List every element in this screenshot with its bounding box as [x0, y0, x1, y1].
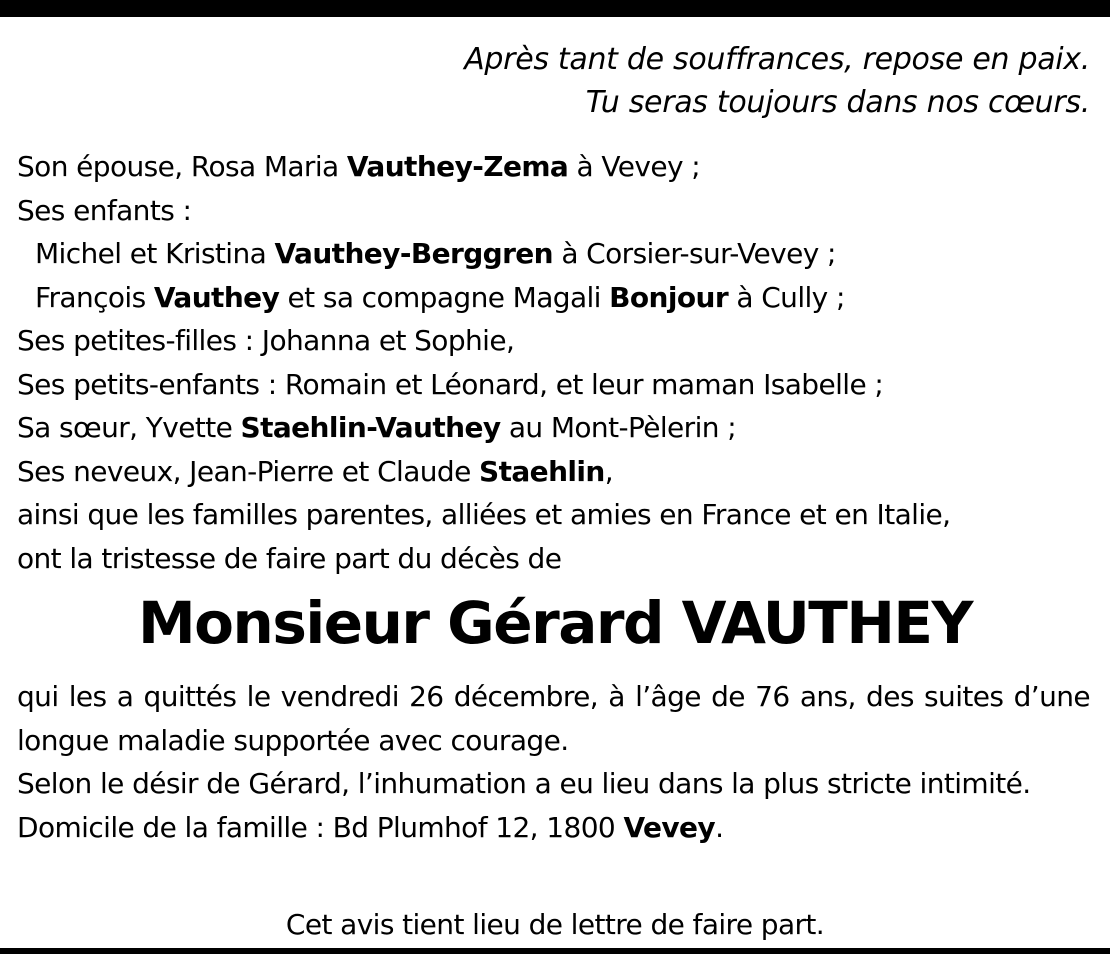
domicile-line	[17, 806, 1090, 850]
child-2-line	[17, 276, 1097, 320]
epigraph-line-2: Tu seras toujours dans nos cœurs.	[585, 85, 1090, 120]
epigraph	[464, 38, 1090, 124]
child-1-name: Vauthey-Berggren	[274, 237, 554, 270]
nephews-name: Staehlin	[479, 454, 605, 488]
nephews-prefix: Ses neveux, Jean-Pierre et Claude	[17, 454, 480, 488]
child-2-partner-name: Bonjour	[609, 280, 729, 314]
bottom-border-rule	[0, 948, 1110, 954]
spouse-suffix: à Vevey ;	[568, 150, 701, 183]
closing-note: Cet avis tient lieu de lettre de faire part.	[285, 908, 825, 941]
children-heading: Ses enfants :	[17, 193, 192, 227]
nephews-line	[17, 450, 1097, 494]
notice-body	[17, 675, 1090, 849]
nephews-suffix: ,	[604, 454, 614, 488]
child-2-prefix: François	[35, 280, 154, 314]
deceased-name-title: Monsieur Gérard VAUTHEY	[137, 589, 973, 657]
child-1-prefix: Michel et Kristina	[35, 237, 275, 270]
burial-paragraph: Selon le désir de Gérard, l’inhumation a eu lieu dans la plus stricte intimité.	[17, 767, 1031, 800]
spouse-prefix: Son épouse, Rosa Maria	[17, 150, 347, 183]
announcement-line: ont la tristesse de faire part du décès de	[17, 541, 562, 575]
sister-suffix: au Mont-Pèlerin ;	[500, 411, 737, 444]
child-2-suffix: à Cully ;	[728, 280, 845, 314]
granddaughters-line: Ses petites-filles : Johanna et Sophie,	[17, 324, 515, 357]
others-line: ainsi que les familles parentes, alliées et amies en France et en Italie,	[17, 498, 951, 531]
epigraph-line-1: Après tant de souffrances, repose en paix.	[464, 42, 1090, 77]
sister-name: Staehlin-Vauthey	[240, 411, 501, 444]
passing-paragraph: qui les a quittés le vendredi 26 décembre, à l’âge de 76 ans, des suites d’une longue maladie supportée avec courage.	[17, 680, 1090, 757]
top-border-rule	[0, 0, 1110, 17]
spouse-line	[17, 145, 1097, 189]
child-2-middle: et sa compagne Magali	[279, 280, 610, 314]
child-1-line	[17, 232, 1097, 276]
family-list	[17, 145, 1097, 580]
domicile-city: Vevey	[623, 810, 716, 844]
grandchildren-line: Ses petits-enfants : Romain et Léonard, et leur maman Isabelle ;	[17, 367, 884, 401]
sister-prefix: Sa sœur, Yvette	[17, 411, 241, 444]
domicile-suffix: .	[715, 810, 724, 844]
sister-line	[17, 406, 1097, 450]
child-2-name: Vauthey	[153, 280, 280, 314]
domicile-prefix: Domicile de la famille : Bd Plumhof 12, 1800	[17, 810, 624, 844]
spouse-name: Vauthey-Zema	[346, 150, 569, 183]
child-1-suffix: à Corsier-sur-Vevey ;	[553, 237, 836, 270]
